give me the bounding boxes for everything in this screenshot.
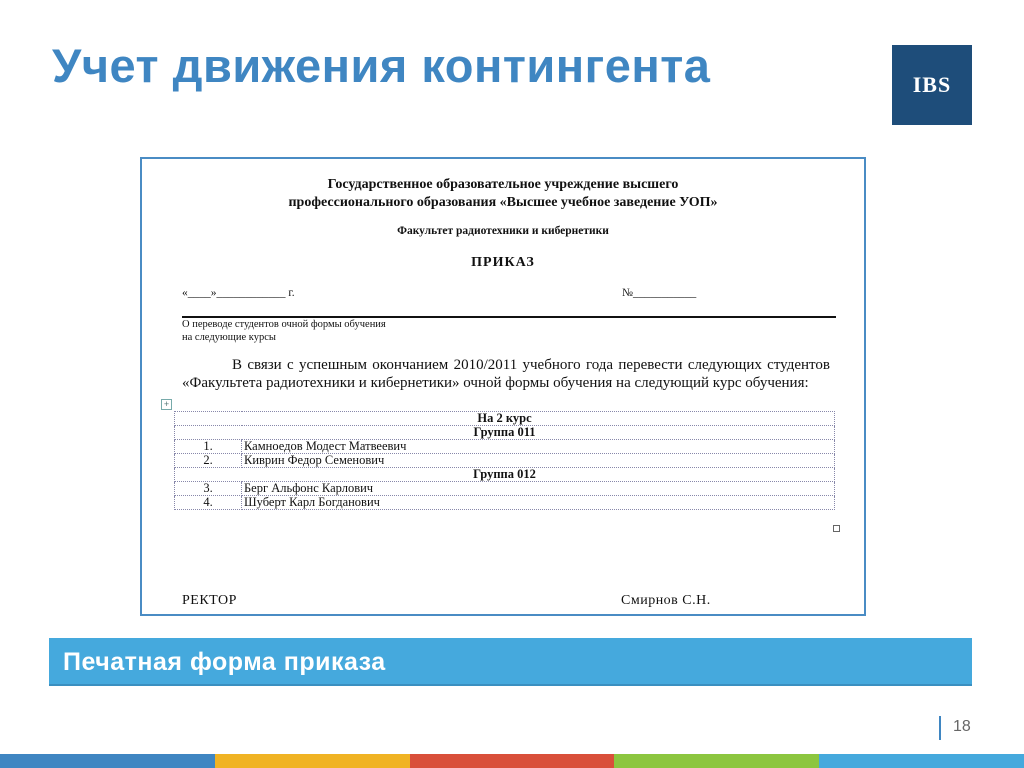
page-number-divider [939,716,941,740]
stripe-segment [410,754,615,768]
table-row [175,426,835,440]
subject-line1: О переводе студентов очной формы обучения [182,319,386,330]
stripe-segment [215,754,410,768]
table-row [175,468,835,482]
table-move-handle-icon[interactable]: + [161,399,172,410]
order-title: ПРИКАЗ [471,255,535,270]
footer-color-stripe [0,754,1024,768]
table-row [175,440,835,454]
table-resize-handle[interactable] [833,525,840,532]
table-row [175,482,835,496]
table-row [175,412,835,426]
subject-line2: на следующие курсы [182,332,276,343]
group-heading: Группа 011 [175,426,835,440]
student-number: 3. [175,482,242,496]
students-table [174,411,835,510]
date-field: «____»____________ г. [182,287,295,299]
student-number: 1. [175,440,242,454]
course-heading: На 2 курс [175,412,835,426]
table-row [175,454,835,468]
student-name: Киврин Федор Семенович [242,454,835,468]
order-document [140,157,866,616]
table-row [175,496,835,510]
faculty-name: Факультет радиотехники и кибернетики [397,225,609,237]
student-number: 2. [175,454,242,468]
student-number: 4. [175,496,242,510]
header-rule [182,316,836,318]
ibs-logo: IBS [892,45,972,125]
caption-banner [49,638,972,686]
student-name: Берг Альфонс Карлович [242,482,835,496]
student-name: Шуберт Карл Богданович [242,496,835,510]
slide-title: Учет движения контингента [52,39,711,92]
institution-header-line1: Государственное образовательное учреждение высшего [327,177,679,192]
caption-text: Печатная форма приказа [63,648,386,676]
stripe-segment [614,754,819,768]
page-number: 18 [953,718,971,735]
signer-title: РЕКТОР [182,593,237,608]
order-body-text: В связи с успешным окончанием 2010/2011 учебного года перевести следующих студентов «Факультета радиотехники и кибернетики» очной формы обучения на следующий курс обучения: [182,357,830,391]
signer-name: Смирнов С.Н. [621,593,711,608]
stripe-segment [819,754,1024,768]
group-heading: Группа 012 [175,468,835,482]
institution-header-line2: профессионального образования «Высшее учебное заведение УОП» [288,195,718,210]
student-name: Камноедов Модест Матвеевич [242,440,835,454]
stripe-segment [0,754,215,768]
order-number-field: №___________ [622,287,697,299]
